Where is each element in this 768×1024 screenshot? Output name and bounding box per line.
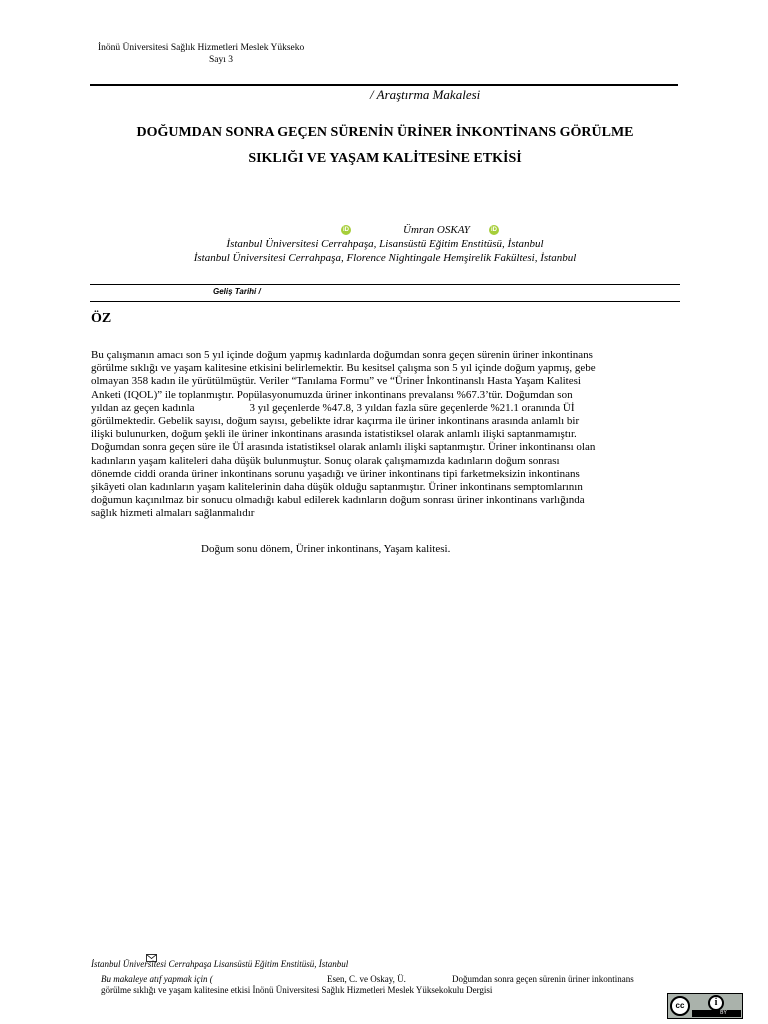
abstract-body	[91, 349, 676, 521]
affiliation-1: İstanbul Üniversitesi Cerrahpaşa, Lisansüstü Eğitim Enstitüsü, İstanbul	[226, 238, 544, 250]
abstract-line: görülme sıklığı ve yaşam kalitesine etkisini belirlemektir. Bu kesitsel çalışma son 5 yıl içinde doğum yapmış, gebe	[91, 362, 596, 375]
received-date-label: Geliş Tarihi /	[213, 287, 261, 296]
abstract-line: şikâyeti olan kadınların yaşam kalitelerinin daha düşük olduğu saptanmıştır. Üriner inkontinans semptomlarının	[91, 481, 583, 494]
orcid-icon[interactable]: iD	[491, 227, 497, 233]
citation-title: Doğumdan sonra geçen sürenin üriner inkontinans	[452, 974, 634, 984]
attribution-icon: i	[708, 995, 724, 1011]
abstract-line: Bu çalışmanın amacı son 5 yıl içinde doğum yapmış kadınlarda doğumdan sonra geçen sürenin üriner inkontinans	[91, 349, 593, 361]
citation-label: Bu makaleye atıf yapmak için (	[101, 974, 213, 984]
article-title-line-2: SIKLIĞI VE YAŞAM KALİTESİNE ETKİSİ	[248, 151, 522, 166]
abstract-line: ilişki bulunurken, doğum şekli ile üriner inkontinans arasında istatistiksel olarak anlamlı ilişki saptanmamıştır.	[91, 428, 577, 441]
header-rule	[90, 84, 678, 86]
abstract-line: sağlık hizmeti almaları sağlanmalıdır	[91, 507, 255, 520]
dates-rule-top	[90, 284, 680, 285]
article-title-line-1: DOĞUMDAN SONRA GEÇEN SÜRENİN ÜRİNER İNKONTİNANS GÖRÜLME	[136, 125, 634, 140]
abstract-heading: ÖZ	[91, 311, 112, 326]
email-icon[interactable]	[146, 949, 157, 957]
cc-by-icon[interactable]	[667, 993, 743, 1019]
cc-circle-icon: cc	[670, 996, 690, 1016]
abstract-line: Anketi (IQOL)” ile toplanmıştır. Popülasyonumuzda üriner inkontinans prevalansı %67.3’tür. Doğumdan son	[91, 388, 573, 401]
citation-authors: Esen, C. ve Oskay, Ü.	[327, 974, 406, 984]
license-by-label: BY	[692, 1010, 741, 1017]
journal-name: İnönü Üniversitesi Sağlık Hizmetleri Meslek Yükseko	[98, 43, 305, 53]
article-type: / Araştırma Makalesi	[370, 87, 481, 102]
abstract-line: olmayan 358 kadın ile yürütülmüştür. Veriler “Tanılama Formu” ve “Üriner İnkontinanslı Hasta Yaşam Kalitesi	[91, 375, 581, 388]
abstract-line: yıldan az geçen kadınla 3 yıl geçenlerde %47.8, 3 yıldan fazla süre geçenlerde %21.1 oranında Üİ	[91, 401, 575, 414]
issue-number: Sayı 3	[209, 55, 234, 65]
abstract-line: görülmektedir. Gebelik sayısı, doğum sayısı, gebelikte idrar kaçırma ile üriner inkontinans arasında anlamlı bir	[91, 415, 580, 428]
abstract-line: dönemde ciddi oranda üriner inkontinans sorunu yaşadığı ve üriner inkontinans tipi farketmeksizin inkontinans	[91, 467, 580, 480]
footer-affiliation: İstanbul Üniversitesi Cerrahpaşa Lisansüstü Eğitim Enstitüsü, İstanbul	[91, 959, 349, 969]
author-name: Ümran OSKAY	[403, 224, 470, 236]
abstract-line: Doğumdan sonra geçen süre ile Üİ arasında istatistiksel olarak anlamlı ilişki saptanmıştır. Üriner inkontinansı olan	[91, 441, 596, 454]
affiliation-2: İstanbul Üniversitesi Cerrahpaşa, Florence Nightingale Hemşirelik Fakültesi, İstanbul	[193, 252, 577, 264]
abstract-line: kadınların yaşam kaliteleri daha düşük bulunmuştur. Sonuç olarak çalışmamızda kadınların doğum sonrası	[91, 454, 560, 467]
dates-rule-bottom	[90, 301, 680, 302]
orcid-icon[interactable]: iD	[343, 227, 349, 233]
citation-line-2: görülme sıklığı ve yaşam kalitesine etkisi İnönü Üniversitesi Sağlık Hizmetleri Meslek Yüksekokulu Dergisi	[101, 985, 493, 995]
abstract-line: doğumun kaçınılmaz bir sonucu olmadığı kabul edilerek kadınların doğum sonrası üriner inkontinans varlığında	[91, 494, 585, 507]
keywords: Doğum sonu dönem, Üriner inkontinans, Yaşam kalitesi.	[201, 543, 451, 555]
